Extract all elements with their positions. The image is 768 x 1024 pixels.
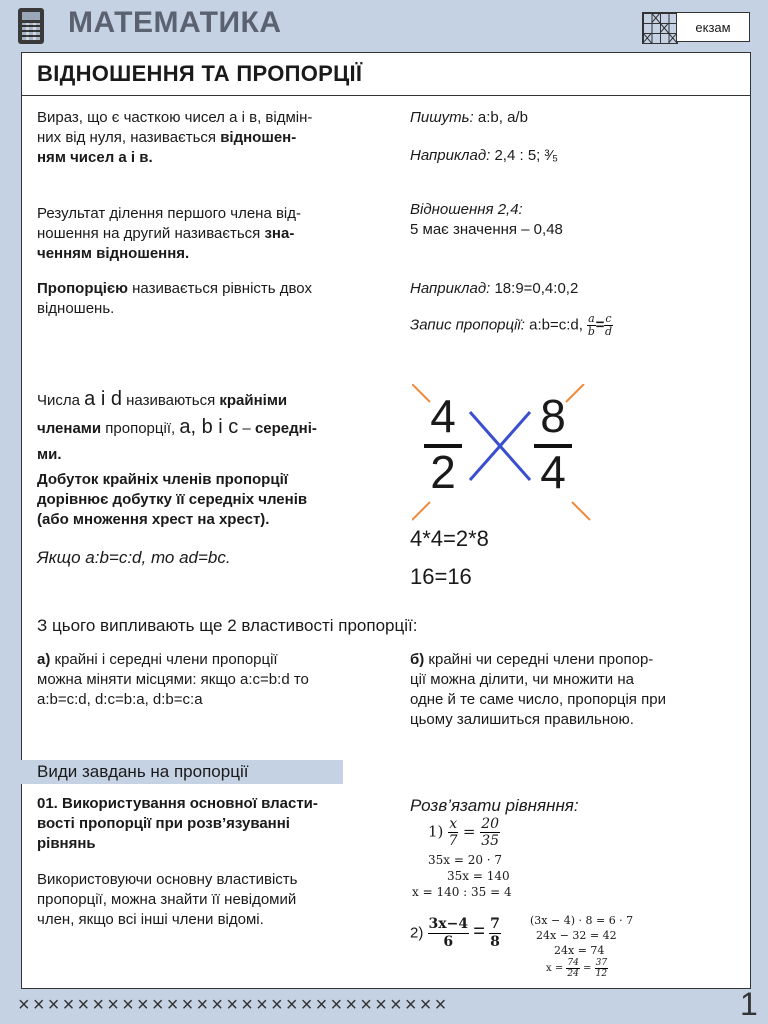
solve-title: Розв’язати рівняння: (410, 796, 579, 815)
cross-result: 16=16 (410, 564, 472, 589)
exam-badge: екзам (676, 12, 750, 42)
equation-1-step1: 35x = 20 · 7 (428, 853, 503, 867)
cross-a: 4 (430, 390, 456, 442)
properties-intro: З цього випливають ще 2 властивості пропорції: (37, 616, 418, 635)
calculator-icon (18, 8, 44, 44)
footer-crosses: ××××××××××××××××××××××××××××× (18, 994, 450, 1016)
proportion-record: Запис пропорції: a:b=c:d, $\frac{a}{b}$ = $\frac{c}{d}$ (410, 312, 613, 338)
extremes-means-text: Числа a і d називаються крайніми членами пропорції, a, b і c – середні- ми. (37, 388, 317, 463)
cross-multiplication-diagram (412, 384, 592, 524)
equation-1-step3: x = 140 : 35 = 4 (412, 885, 512, 899)
task1-description: Використовуючи основну властивість пропорції, можна знайти її невідомий член, якщо всі інші члени відомі. (37, 871, 298, 928)
fraction-c-d: $\frac{c}{d}$ (604, 312, 613, 338)
ratio-value-example: Відношення 2,4: 5 має значення – 0,48 (410, 201, 563, 238)
equation-1-step2: 35x = 140 (447, 869, 510, 883)
ratio-write: Пишуть: a:b, a/b (410, 109, 528, 126)
equation-2-step4: x = $\frac{74}{24}$ = $\frac{37}{12}$ (546, 958, 608, 979)
proportion-formula: Якщо a:b=c:d, то ad=bc. (37, 548, 231, 567)
section-header (21, 52, 751, 96)
page-number: 1 (740, 986, 758, 1022)
page-title: МАТЕМАТИКА (68, 6, 282, 39)
task1-title: 01. Використування основної власти- вості пропорції при розв’язуванні рівнянь (37, 795, 318, 852)
equation-2-step1: (3x − 4) · 8 = 6 · 7 (530, 914, 634, 927)
proportion-definition: Пропорцією називається рівність двох відношень. (37, 280, 312, 317)
ratio-definition: Вираз, що є часткою чисел a і в, відмін- них від нуля, називається відношен- ням чисел a і в. (37, 109, 313, 166)
grid-cross-icon (642, 12, 678, 44)
fraction-a-b: $\frac{a}{b}$ (587, 312, 595, 338)
equation-1: 1) $\frac{x}{7}$ = $\frac{20}{35}$ (428, 816, 500, 849)
property-a: а) крайні і середні члени пропорції можна міняти місцями: якщо a:c=b:d то a:b=c:d, d:c=b:a, d:b=c:a (37, 651, 309, 708)
cross-c: 8 (540, 390, 566, 442)
property-b: б) крайні чи середні члени пропор- ції можна ділити, чи множити на одне й те саме число, пропорція при цьому залишиться правильною. (410, 651, 666, 728)
cross-d: 4 (540, 446, 566, 498)
proportion-example: Наприклад: 18:9=0,4:0,2 (410, 280, 579, 297)
cross-b: 2 (430, 446, 456, 498)
equation-2-step3: 24x = 74 (554, 944, 605, 957)
tasks-heading-band (21, 760, 343, 784)
product-rule: Добуток крайніх членів пропорції дорівнює добутку її середніх членів (або множення хрест на хрест). (37, 471, 308, 528)
section-title: ВІДНОШЕННЯ ТА ПРОПОРЦІЇ (37, 61, 363, 86)
cross-equation: 4*4=2*8 (410, 526, 489, 551)
equation-2-step2: 24x − 32 = 42 (536, 929, 617, 942)
equation-2: 2) $\frac{3x-4}{6}$ = $\frac{7}{8}$ (410, 916, 500, 950)
ratio-value-definition: Результат ділення першого члена від- ношення на другий називається зна- ченням відношення. (37, 205, 302, 262)
ratio-example: Наприклад: 2,4 : 5; ³⁄₅ (410, 147, 559, 164)
tasks-heading: Види завдань на пропорції (37, 762, 249, 781)
